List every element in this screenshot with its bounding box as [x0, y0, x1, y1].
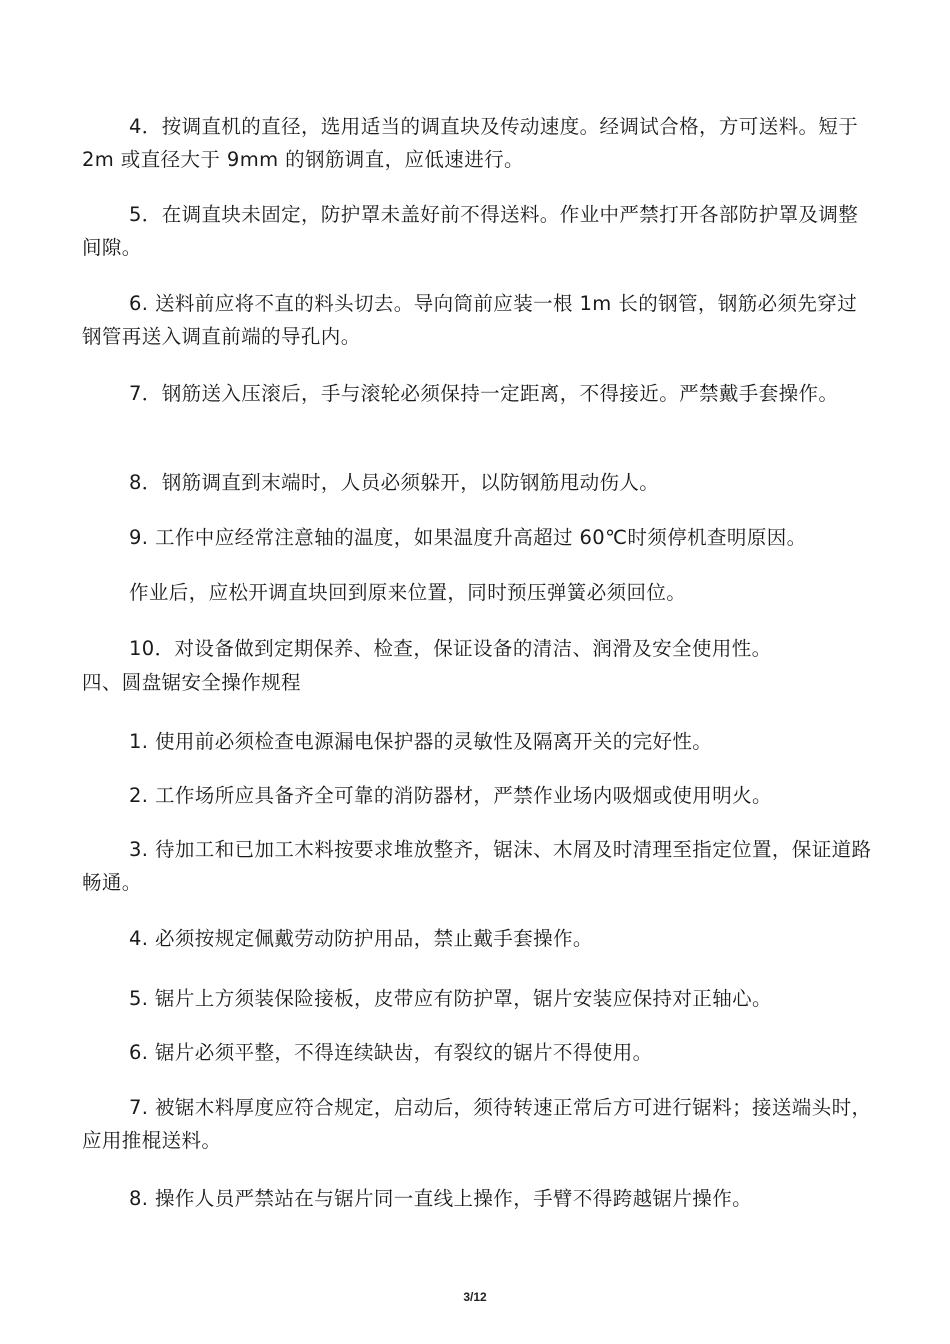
- paragraph-straightener-5: 5．在调直块未固定，防护罩未盖好前不得送料。作业中严禁打开各部防护罩及调整间隙。: [82, 203, 859, 259]
- paragraph-saw-5: 5. 锯片上方须装保险接板，皮带应有防护罩，锯片安装应保持对正轴心。: [129, 987, 772, 1010]
- paragraph-saw-3: 3. 待加工和已加工木料按要求堆放整齐，锯沫、木屑及时清理至指定位置，保证道路畅通。: [82, 838, 872, 894]
- paragraph-saw-6: 6. 锯片必须平整，不得连续缺齿，有裂纹的锯片不得使用。: [129, 1041, 653, 1064]
- paragraph-saw-4: 4. 必须按规定佩戴劳动防护用品，禁止戴手套操作。: [129, 927, 593, 950]
- paragraph-straightener-6: 6. 送料前应将不直的料头切去。导向筒前应装一根 1m 长的钢管，钢筋必须先穿过钢管再送入调直前端的导孔内。: [82, 292, 858, 348]
- page-number: 3/12: [463, 1290, 487, 1304]
- paragraph-saw-1: 1. 使用前必须检查电源漏电保护器的灵敏性及隔离开关的完好性。: [129, 730, 713, 753]
- section-heading-circular-saw: 四、圆盘锯安全操作规程: [82, 671, 301, 694]
- paragraph-straightener-10: 10．对设备做到定期保养、检查，保证设备的清洁、润滑及安全使用性。: [129, 637, 772, 660]
- paragraph-straightener-8: 8．钢筋调直到末端时，人员必须躲开，以防钢筋甩动伤人。: [129, 471, 660, 494]
- paragraph-straightener-9: 9. 工作中应经常注意轴的温度，如果温度升高超过 60℃时须停机查明原因。: [129, 526, 807, 549]
- paragraph-after-work: 作业后，应松开调直块回到原来位置，同时预压弹簧必须回位。: [129, 581, 687, 604]
- paragraph-saw-2: 2. 工作场所应具备齐全可靠的消防器材，严禁作业场内吸烟或使用明火。: [129, 784, 772, 807]
- paragraph-saw-7: 7. 被锯木料厚度应符合规定，启动后，须待转速正常后方可进行锯料；接送端头时，应用推棍送料。: [82, 1096, 872, 1152]
- paragraph-straightener-4: 4．按调直机的直径，选用适当的调直块及传动速度。经调试合格，方可送料。短于 2m 或直径大于 9mm 的钢筋调直，应低速进行。: [82, 115, 859, 171]
- paragraph-straightener-7: 7．钢筋送入压滚后，手与滚轮必须保持一定距离，不得接近。严禁戴手套操作。: [129, 382, 839, 405]
- paragraph-saw-8: 8. 操作人员严禁站在与锯片同一直线上操作，手臂不得跨越锯片操作。: [129, 1187, 753, 1210]
